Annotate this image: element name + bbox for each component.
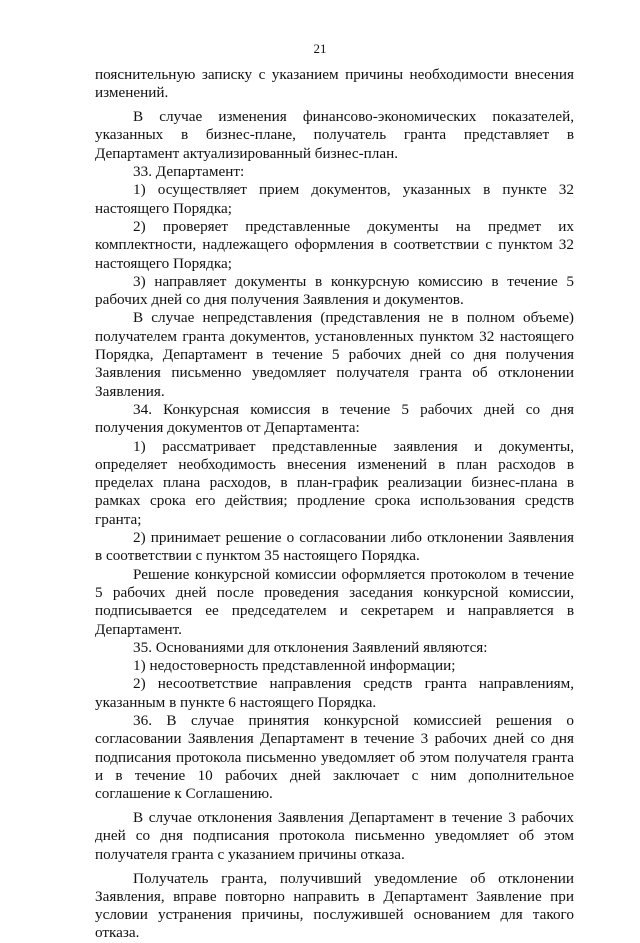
paragraph: В случае изменения финансово-экономических показателей, указанных в бизнес-плане, получатель гранта представляет в Департамент актуализированный бизнес-план. [95, 108, 574, 162]
list-item: 1) осуществляет прием документов, указанных в пункте 32 настоящего Порядка; [95, 181, 574, 217]
list-item: 2) принимает решение о согласовании либо отклонении Заявления в соответствии с пунктом 35 настоящего Порядка. [95, 529, 574, 565]
document-body [95, 66, 574, 943]
paragraph-continuation: пояснительную записку с указанием причины необходимости внесения изменений. [95, 66, 574, 102]
list-item: 1) рассматривает представленные заявления и документы, определяет необходимость внесения изменений в план расходов в пределах плана расходов, в план-график реализации бизнес-плана в рамках срока его действия; продление срока использования средств гранта; [95, 437, 574, 528]
paragraph-clause-36: 36. В случае принятия конкурсной комиссией решения о согласовании Заявления Департамент в течение 3 рабочих дней со дня подписания протокола письменно уведомляет об этом получателя гранта и в течение 10 рабочих дней заключает с ним дополнительное соглашение к Соглашению. [95, 711, 574, 803]
paragraph-clause-33: 33. Департамент: [133, 163, 245, 181]
paragraph-clause-34: 34. Конкурсная комиссия в течение 5 рабочих дней со дня получения документов от Департамента: [95, 400, 574, 437]
list-item: 2) несоответствие направления средств гранта направлениям, указанным в пункте 6 настоящего Порядка. [95, 675, 574, 711]
page-number: 21 [313, 41, 327, 56]
paragraph: В случае отклонения Заявления Департамент в течение 3 рабочих дней со дня подписания протокола письменно уведомляет об этом получателя гранта с указанием причины отказа. [95, 809, 574, 863]
paragraph: Решение конкурсной комиссии оформляется протоколом в течение 5 рабочих дней после проведения заседания конкурсной комиссии, подписывается ее председателем и секретарем и направляется в Департамент. [95, 565, 574, 638]
paragraph: В случае непредставления (представления не в полном объеме) получателем гранта документов, установленных пунктом 32 настоящего Порядка, Департамент в течение 5 рабочих дней со дня получения Заявления письменно уведомляет получателя гранта об отклонении Заявления. [95, 309, 574, 400]
list-item: 2) проверяет представленные документы на предмет их комплектности, надлежащего оформления в соответствии с пунктом 32 настоящего Порядка; [95, 217, 574, 272]
list-item: 1) недостоверность представленной информации; [133, 657, 456, 675]
paragraph-clause-35: 35. Основаниями для отклонения Заявлений являются: [133, 638, 488, 656]
paragraph: Получатель гранта, получивший уведомление об отклонении Заявления, вправе повторно направить в Департамент Заявление при условии устранения причины, послужившей основанием для такого отказа. [95, 869, 574, 942]
list-item: 3) направляет документы в конкурсную комиссию в течение 5 рабочих дней со дня получения Заявления и документов. [95, 272, 574, 309]
